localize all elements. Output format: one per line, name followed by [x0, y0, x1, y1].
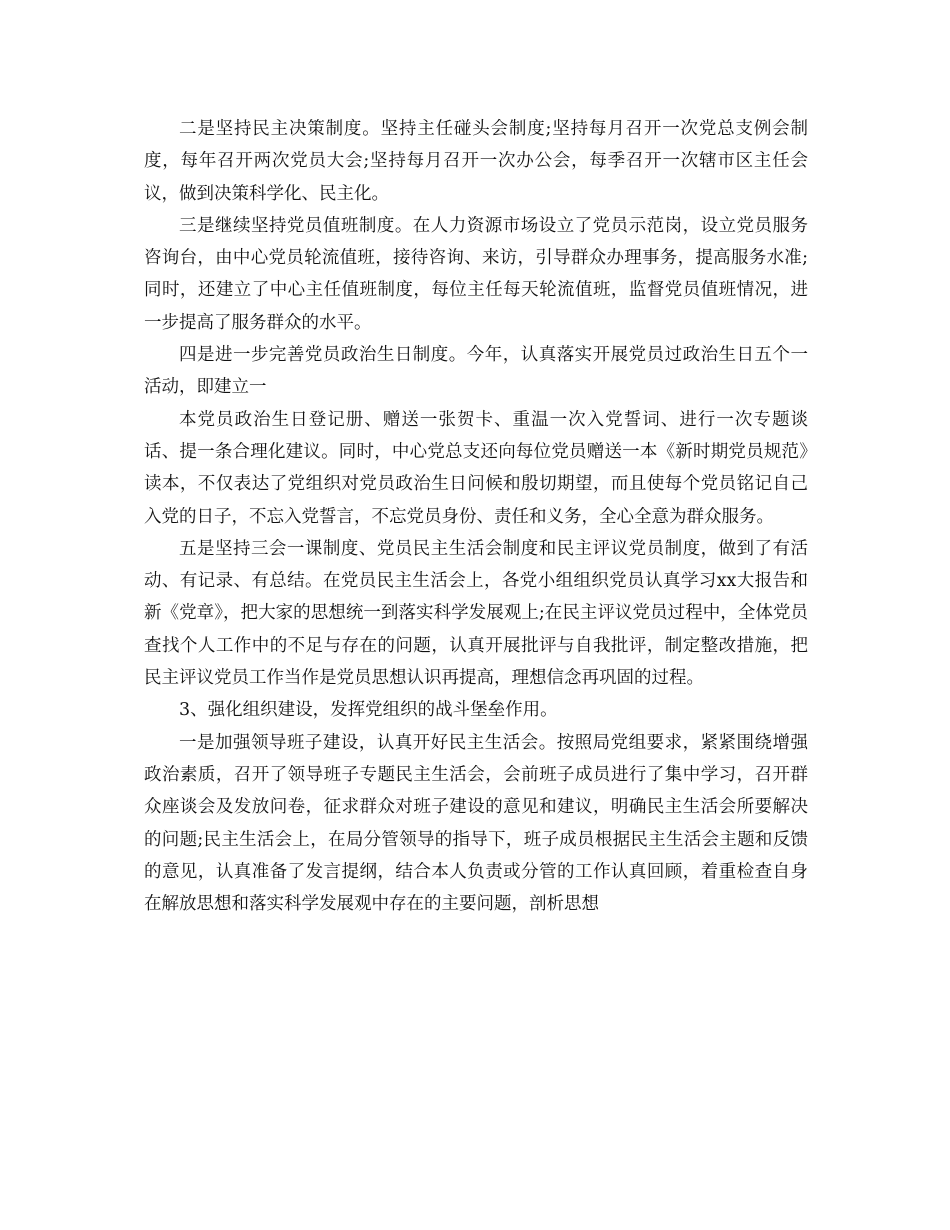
paragraph-political-birthday: 四是进一步完善党员政治生日制度。今年，认真落实开展党员过政治生日五个一活动，即建立一	[144, 345, 808, 398]
paragraph-three-meetings: 五是坚持三会一课制度、党员民主生活会制度和民主评议党员制度，做到了有活动、有记录、有总结。在党员民主生活会上，各党小组组织党员认真学习xx大报告和新《党章》，把大家的思想统一到落实科学发展观上;在民主评议党员过程中，全体党员查找个人工作中的不足与存在的问题，认真开展批评与自我批评，制定整改措施，把民主评议党员工作当作是党员思想认识再提高，理想信念再巩固的过程。	[144, 538, 808, 689]
paragraph-duty-system: 三是继续坚持党员值班制度。在人力资源市场设立了党员示范岗，设立党员服务咨询台，由中心党员轮流值班，接待咨询、来访，引导群众办理事务，提高服务水准;同时，还建立了中心主任值班制度，每位主任每天轮流值班，监督党员值班情况，进一步提高了服务群众的水平。	[144, 215, 808, 333]
paragraph-birthday-activities: 本党员政治生日登记册、赠送一张贺卡、重温一次入党誓词、进行一次专题谈话、提一条合理化建议。同时，中心党总支还向每位党员赠送一本《新时期党员规范》读本，不仅表达了党组织对党员政治生日问候和殷切期望，而且使每个党员铭记自己入党的日子，不忘入党誓言，不忘党员身份、责任和义务，全心全意为群众服务。	[144, 409, 808, 527]
paragraph-democratic-decision: 二是坚持民主决策制度。坚持主任碰头会制度;坚持每月召开一次党总支例会制度，每年召开两次党员大会;坚持每月召开一次办公会，每季召开一次辖市区主任会议，做到决策科学化、民主化。	[144, 119, 808, 204]
paragraph-leadership-building: 一是加强领导班子建设，认真开好民主生活会。按照局党组要求，紧紧围绕增强政治素质，召开了领导班子专题民主生活会，会前班子成员进行了集中学习，召开群众座谈会及发放问卷，征求群众对班子建设的意见和建议，明确民主生活会所要解决的问题;民主生活会上，在局分管领导的指导下，班子成员根据民主生活会主题和反馈的意见，认真准备了发言提纲，结合本人负责或分管的工作认真回顾，着重检查自身在解放思想和落实科学发展观中存在的主要问题，剖析思想	[144, 732, 808, 915]
document-page	[144, 113, 808, 920]
section-heading-organization: 3、强化组织建设，发挥党组织的战斗堡垒作用。	[179, 700, 558, 721]
